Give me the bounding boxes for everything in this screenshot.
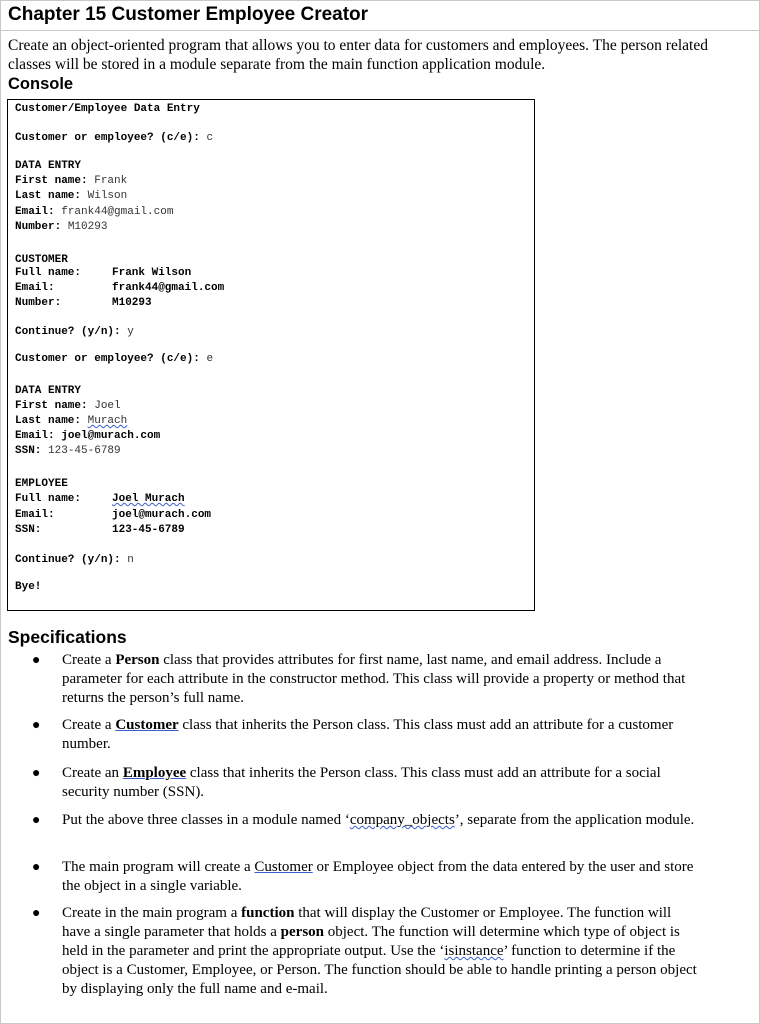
type-answer: e <box>206 353 214 365</box>
module-name: company_objects <box>349 812 455 828</box>
number-label: Number: <box>15 297 62 309</box>
type-prompt: Customer or employee? (c/e): <box>15 353 200 365</box>
employee-ssn-line <box>15 524 185 537</box>
spec-keyword: Customer <box>254 859 313 875</box>
spec-text <box>62 716 702 754</box>
employee-label: EMPLOYEE <box>15 478 68 490</box>
email-label: Email: <box>15 430 55 442</box>
console-heading: Console <box>8 75 74 93</box>
last-name-line <box>15 190 127 203</box>
last-name-value: Murach <box>87 415 128 427</box>
email-line <box>15 430 160 443</box>
bullet-icon: ● <box>32 813 41 828</box>
spec-text-part: object. The function will determine which type of object is held in the parameter and print the appropriate output. Use the ‘ <box>62 924 680 959</box>
first-name-line <box>15 400 121 413</box>
spec-text-part: ’, separate from the application module. <box>454 812 695 828</box>
function-name: isinstance <box>444 943 504 959</box>
page-title: Chapter 15 Customer Employee Creator <box>8 4 369 25</box>
specifications-heading: Specifications <box>8 627 127 647</box>
last-name-label: Last name: <box>15 190 82 202</box>
first-name-line <box>15 175 127 188</box>
spec-text-part: class that inherits the Person class. This class must add an attribute for a customer number. <box>62 717 674 752</box>
customer-full-name-value: Frank Wilson <box>112 267 192 279</box>
last-name-line <box>15 415 127 428</box>
email-label: Email: <box>15 206 55 218</box>
bullet-icon: ● <box>32 718 41 733</box>
ssn-line <box>15 445 121 458</box>
first-name-label: First name: <box>15 175 88 187</box>
ssn-label: SSN: <box>15 524 42 536</box>
spec-keyword: person <box>280 924 325 940</box>
last-name-label: Last name: <box>15 415 82 427</box>
spec-text-part: The main program will create a <box>62 859 255 875</box>
continue-line <box>15 554 134 567</box>
spec-keyword: Customer <box>115 717 179 733</box>
spec-text <box>62 858 702 896</box>
spec-text-part: or Employee object from the data entered by the user and store the object in a single variable. <box>62 859 694 894</box>
first-name-value: Joel <box>94 400 121 412</box>
console-header: Customer/Employee Data Entry <box>15 103 200 115</box>
spec-keyword: function <box>241 905 295 921</box>
ssn-label: SSN: <box>15 445 42 457</box>
intro-paragraph: Create an object-oriented program that allows you to enter data for customers and employees. The person related classes will be stored in a module separate from the main function application module. <box>8 37 708 73</box>
spec-text-part: ’ function to determine if the object is a Customer, Employee, or Person. The function should be able to handle printing a person object by displaying only the full name and e-mail. <box>62 943 697 997</box>
first-name-label: First name: <box>15 400 88 412</box>
type-prompt-line <box>15 132 213 145</box>
last-name-value: Wilson <box>87 190 128 202</box>
email-value: frank44@gmail.com <box>61 206 174 218</box>
spec-keyword: Person <box>115 652 160 668</box>
type-answer: c <box>206 132 214 144</box>
data-entry-label: DATA ENTRY <box>15 385 82 397</box>
spec-text <box>62 811 702 830</box>
employee-email-line <box>15 509 212 522</box>
continue-prompt: Continue? (y/n): <box>15 326 121 338</box>
customer-number-line <box>15 297 152 310</box>
number-line <box>15 221 107 234</box>
spec-text-part: Create a <box>62 652 116 668</box>
number-label: Number: <box>15 221 62 233</box>
bullet-icon: ● <box>32 766 41 781</box>
email-label: Email: <box>15 509 55 521</box>
ssn-value: 123-45-6789 <box>48 445 121 457</box>
spec-text <box>62 651 702 708</box>
continue-line <box>15 326 134 339</box>
employee-full-name-line <box>15 493 185 506</box>
customer-email-line <box>15 282 225 295</box>
email-line <box>15 206 173 219</box>
spec-text <box>62 764 702 802</box>
employee-ssn-value: 123-45-6789 <box>112 524 185 536</box>
data-entry-label: DATA ENTRY <box>15 160 82 172</box>
bye-line: Bye! <box>15 581 42 593</box>
spec-keyword: Employee <box>122 765 187 781</box>
number-value: M10293 <box>67 221 108 233</box>
customer-number-value: M10293 <box>112 297 152 309</box>
spec-text-part: class that provides attributes for first name, last name, and email address. Include a parameter for each attribute in the constructor method. This class will provide a property or method that returns the person’s full name. <box>62 652 686 706</box>
full-name-label: Full name: <box>15 267 82 279</box>
spec-text-part: Create an <box>62 765 123 781</box>
console-box <box>7 99 535 611</box>
spec-text-part: Put the above three classes in a module named ‘ <box>62 812 350 828</box>
full-name-label: Full name: <box>15 493 82 505</box>
spec-text <box>62 904 702 999</box>
spec-text-part: Create in the main program a <box>62 905 242 921</box>
first-name-value: Frank <box>94 175 128 187</box>
type-prompt-line <box>15 353 213 366</box>
spec-text-part: that will display the Customer or Employee. The function will have a single parameter that holds a <box>62 905 672 940</box>
type-prompt: Customer or employee? (c/e): <box>15 132 200 144</box>
employee-email-value: joel@murach.com <box>112 509 212 521</box>
spec-text-part: Create a <box>62 717 116 733</box>
customer-full-name-line <box>15 267 192 280</box>
continue-prompt: Continue? (y/n): <box>15 554 121 566</box>
email-label: Email: <box>15 282 55 294</box>
bullet-icon: ● <box>32 653 41 668</box>
continue-answer: y <box>127 326 134 338</box>
email-value: joel@murach.com <box>61 430 161 442</box>
bullet-icon: ● <box>32 906 41 921</box>
customer-label: CUSTOMER <box>15 254 68 266</box>
employee-full-name-value: Joel Murach <box>112 493 185 505</box>
continue-answer: n <box>127 554 134 566</box>
spec-text-part: class that inherits the Person class. This class must add an attribute for a social security number (SSN). <box>62 765 661 800</box>
title-divider <box>0 30 760 31</box>
customer-email-value: frank44@gmail.com <box>112 282 225 294</box>
bullet-icon: ● <box>32 860 41 875</box>
